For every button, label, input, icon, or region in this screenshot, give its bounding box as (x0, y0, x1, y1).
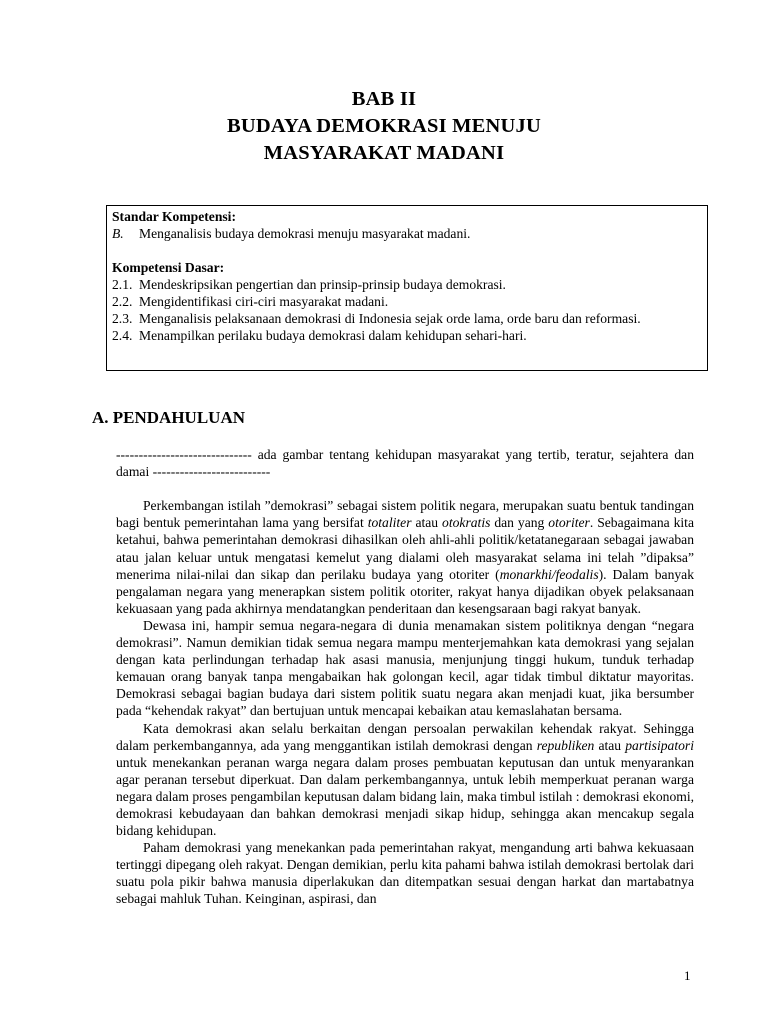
chapter-number: BAB II (351, 88, 417, 110)
body-text (116, 446, 694, 908)
item-text: Menganalisis pelaksanaan demokrasi di Indonesia sejak orde lama, orde baru dan reformasi. (139, 311, 641, 326)
page-number: 1 (684, 968, 691, 983)
standard-competency-label: Standar Kompetensi: (112, 209, 236, 224)
chapter-title-line-1: BUDAYA DEMOKRASI MENUJU (226, 115, 542, 137)
standard-competency-item (112, 225, 701, 242)
item-number: 2.4. (112, 328, 133, 343)
competency-box (106, 205, 708, 371)
item-number: 2.1. (112, 277, 133, 292)
item-text: Menampilkan perilaku budaya demokrasi dalam kehidupan sehari-hari. (139, 328, 527, 343)
section-heading: A. PENDAHULUAN (92, 408, 245, 427)
basic-competency-item (112, 276, 701, 293)
item-number: B. (112, 226, 124, 241)
basic-competency-item (112, 310, 701, 327)
image-placeholder-note: ------------------------------ ada gambar tentang kehidupan masyarakat yang tertib, teratur, sejahtera dan damai -------------------------- (116, 447, 694, 480)
basic-competency-item (112, 293, 701, 310)
item-text: Mengidentifikasi ciri-ciri masyarakat madani. (139, 294, 389, 309)
item-number: 2.2. (112, 294, 133, 309)
item-text: Menganalisis budaya demokrasi menuju masyarakat madani. (139, 226, 471, 241)
basic-competency-item (112, 327, 701, 344)
basic-competency-label: Kompetensi Dasar: (112, 260, 225, 275)
chapter-title-line-2: MASYARAKAT MADANI (263, 142, 505, 164)
item-text: Mendeskripsikan pengertian dan prinsip-prinsip budaya demokrasi. (139, 277, 506, 292)
paragraph-1: Perkembangan istilah ”demokrasi” sebagai sistem politik negara, merupakan suatu bentuk tandingan bagi bentuk pemerintahan lama yang bersifat totaliter atau otokratis dan yang otoriter. Sebagaimana kita ketahui, bahwa pemerintahan demokrasi dihasilkan oleh ahli-ahli politik/ketatanegaraan sebagai jawaban atau jalan keluar untuk mengatasi kemelut yang dialami oleh masyarakat selama ini telah ”dipaksa” menerima nilai-nilai dan sikap dan perilaku budaya yang otoriter (monarkhi/feodalis). Dalam banyak pengalaman negara yang menerapkan sistem politik otoriter, rakyat hanya dijadikan obyek pelaksanaan kekuasaan yang pada akhirnya mendatangkan penderitaan dan kesengsaraan bagi rakyat banyak. (116, 498, 694, 616)
paragraph-4: Paham demokrasi yang menekankan pada pemerintahan rakyat, mengandung arti bahwa kekuasaan tertinggi dipegang oleh rakyat. Dengan demikian, perlu kita pahami bahwa istilah demokrasi bertolak dari suatu pola pikir bahwa manusia diperlakukan dan ditempatkan sesuai dengan harkat dan martabatnya sebagai mahluk Tuhan. Keinginan, aspirasi, dan (116, 840, 694, 907)
item-number: 2.3. (112, 311, 133, 326)
paragraph-2: Dewasa ini, hampir semua negara-negara di dunia menamakan sistem politiknya dengan “negara demokrasi”. Namun demikian tidak semua negara mampu menterjemahkan kata demokrasi yang sejalan dengan kata perlindungan terhadap hak asasi manusia, menjunjung tinggi hukum, tunduk terhadap kemauan orang banyak tanpa mengabaikan hak golongan kecil, agar tidak timbul diktatur mayoritas. Demokrasi sebagai bagian budaya dari sistem politik suatu negara akan menjadi kuat, jika bersumber pada “kehendak rakyat” dan bertujuan untuk mencapai kebaikan atau kemaslahatan bersama. (116, 617, 694, 719)
paragraph-3: Kata demokrasi akan selalu berkaitan dengan persoalan perwakilan kehendak rakyat. Sehingga dalam perkembangannya, ada yang menggantikan istilah demokrasi dengan republiken atau partisipatori untuk menekankan peranan warga negara dalam proses pembuatan keputusan dan untuk menyarankan agar peranan tersebut diperkuat. Dan dalam perkembangannya, untuk lebih memperkuat peranan warga negara dalam proses pengambilan keputusan dalam bidang lain, maka timbul istilah : demokrasi ekonomi, demokrasi kebudayaan dan bahkan demokrasi menjadi sikap hidup, sehingga akan mencakup segala bidang kehidupan. (116, 720, 694, 839)
